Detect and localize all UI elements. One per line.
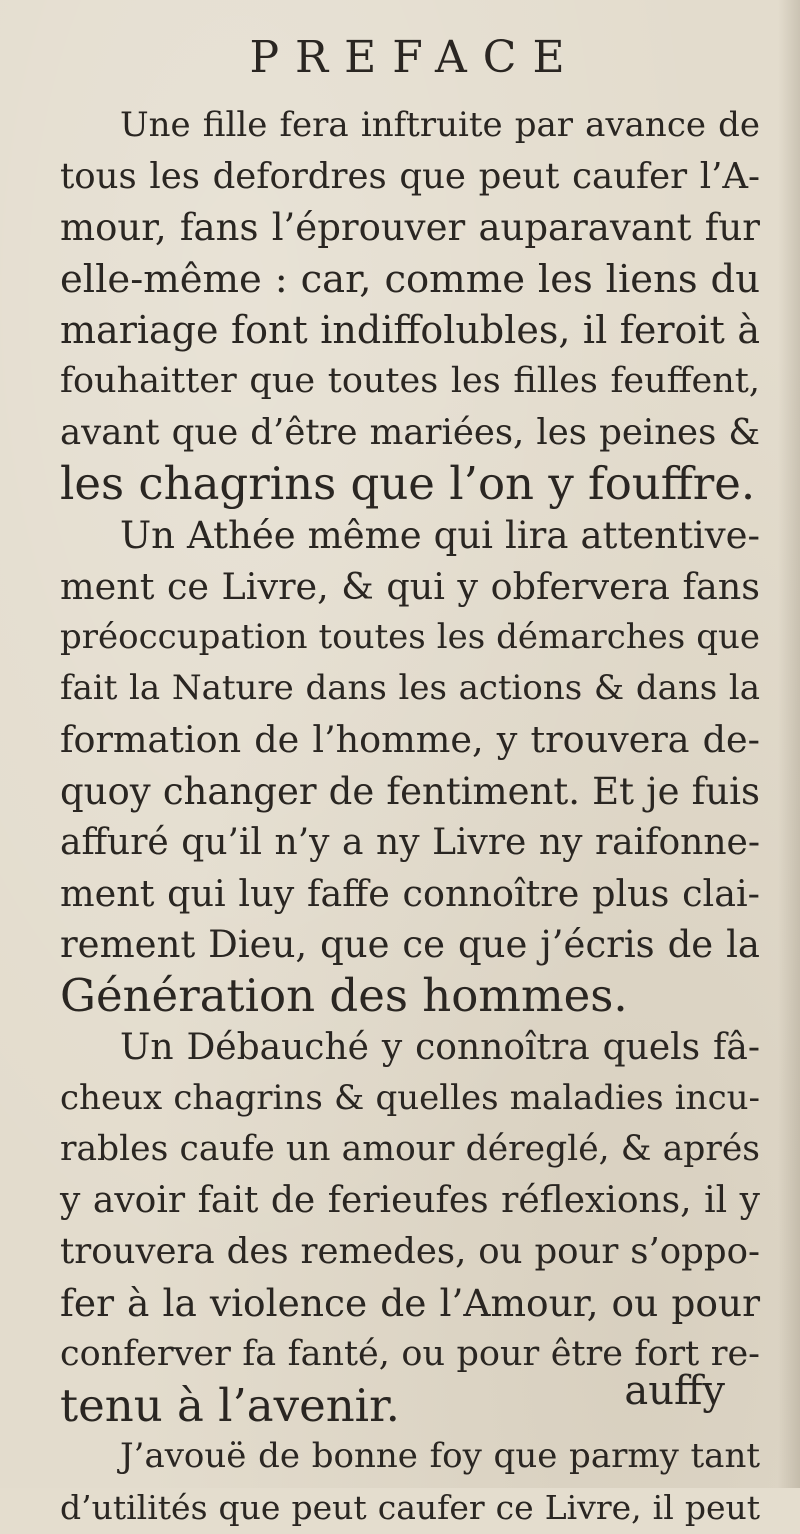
- text-line: affuré qu’il n’y a ny Livre ny raifonne-: [60, 821, 760, 863]
- text-line: tenu à l’avenir.: [60, 1379, 400, 1433]
- text-line: mour, fans l’éprouver auparavant fur: [60, 206, 760, 250]
- text-line: préoccupation toutes les démarches que: [60, 617, 760, 658]
- catchword: auffy: [624, 1368, 725, 1414]
- text-line: mariage font indiffolubles, il feroit à: [60, 307, 760, 352]
- text-line: trouvera des remedes, ou pour s’oppo-: [60, 1231, 760, 1273]
- text-line: fouhaitter que toutes les filles feuffent,: [60, 361, 760, 402]
- text-line: fer à la violence de l’Amour, ou pour: [60, 1280, 760, 1325]
- text-line: formation de l’homme, y trouvera de-: [60, 718, 760, 762]
- text-line: tous les defordres que peut caufer l’A-: [60, 156, 760, 198]
- page-edge-shadow: [778, 0, 800, 1488]
- text-line: ment ce Livre, & qui y obfervera fans: [60, 564, 760, 608]
- text-line: Un Débauché y connoîtra quels fâ-: [120, 1026, 760, 1068]
- text-line: Une fille fera inftruite par avance de: [120, 105, 760, 145]
- text-line: fait la Nature dans les actions & dans la: [60, 668, 760, 709]
- text-line: quoy changer de fentiment. Et je fuis: [60, 769, 760, 813]
- text-line: rables caufe un amour déreglé, & aprés: [60, 1129, 760, 1170]
- text-line: Génération des hommes.: [60, 969, 628, 1023]
- text-line: y avoir fait de ferieufes réflexions, il y: [60, 1180, 760, 1222]
- text-line: d’utilités que peut caufer ce Livre, il peut: [60, 1488, 760, 1528]
- text-line: ment qui luy faffe connoître plus clai-: [60, 872, 760, 916]
- text-line: les chagrins que l’on y fouffre.: [60, 457, 756, 511]
- text-line: cheux chagrins & quelles maladies incu-: [60, 1077, 760, 1118]
- text-line: Un Athée même qui lira attentive-: [120, 513, 760, 557]
- text-line: rement Dieu, que ce que j’écris de la: [60, 923, 760, 967]
- text-line: J’avouë de bonne foy que parmy tant: [120, 1436, 760, 1477]
- body-text: [60, 100, 760, 1534]
- text-line: avant que d’être mariées, les peines &: [60, 412, 760, 454]
- text-line: conferver fa fanté, ou pour être fort re-: [60, 1333, 760, 1374]
- running-title: PREFACE: [249, 32, 581, 83]
- text-line: elle-même : car, comme les liens du: [60, 256, 760, 302]
